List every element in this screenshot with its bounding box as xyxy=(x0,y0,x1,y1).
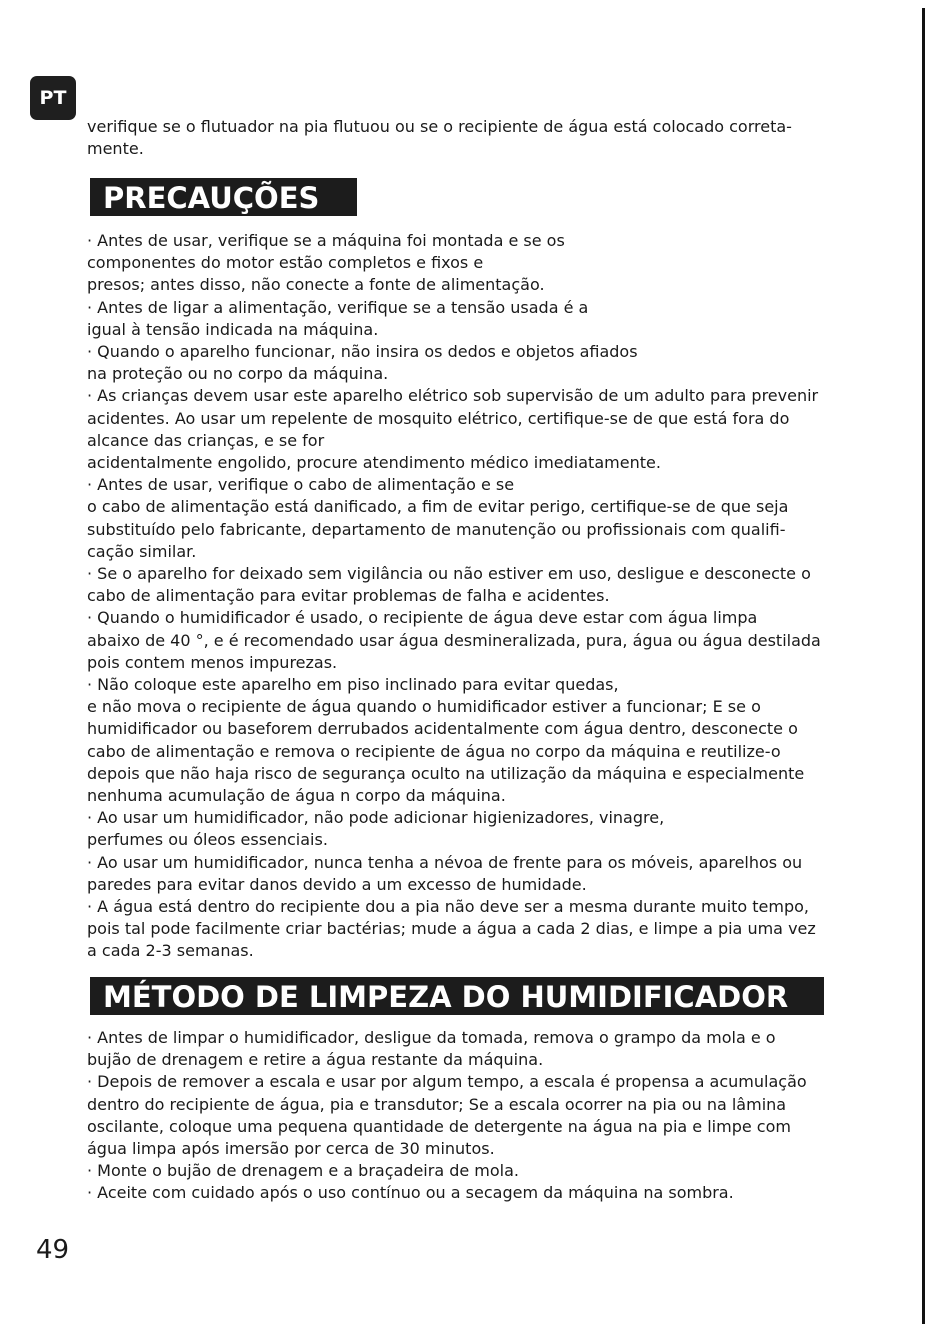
cleaning-heading: MÉTODO DE LIMPEZA DO HUMIDIFICADOR xyxy=(90,977,824,1015)
text-line: pois tal pode facilmente criar bactérias; mude a água a cada 2 dias, e limpe a pia uma vez xyxy=(87,919,816,939)
text-line: substituído pelo fabricante, departamento de manutenção ou profissionais com qualifi- xyxy=(87,519,786,539)
text-line: acidentes. Ao usar um repelente de mosquito elétrico, certifique-se de que está fora do xyxy=(87,408,790,428)
text-line: · Monte o bujão de drenagem e a braçadeira de mola. xyxy=(87,1161,520,1181)
text-line: · Antes de ligar a alimentação, verifique se a tensão usada é a xyxy=(87,297,589,317)
text-line: alcance das crianças, e se for xyxy=(87,430,325,450)
text-line: componentes do motor estão completos e fixos e xyxy=(87,253,484,273)
intro-line: verifique se o flutuador na pia flutuou ou se o recipiente de água está colocado correta- xyxy=(87,117,792,136)
text-line: · Ao usar um humidificador, não pode adicionar higienizadores, vinagre, xyxy=(87,808,665,828)
text-line: paredes para evitar danos devido a um excesso de humidade. xyxy=(87,874,587,894)
text-line: · Ao usar um humidificador, nunca tenha a névoa de frente para os móveis, aparelhos ou xyxy=(87,852,803,872)
text-line: · Se o aparelho for deixado sem vigilância ou não estiver em uso, desligue e desconecte o xyxy=(87,564,811,583)
text-line: cação similar. xyxy=(87,541,197,561)
text-line: · Não coloque este aparelho em piso inclinado para evitar quedas, xyxy=(87,675,619,694)
text-line: nenhuma acumulação de água n corpo da máquina. xyxy=(87,786,506,805)
text-line: oscilante, coloque uma pequena quantidade de detergente na água na pia e limpe com xyxy=(87,1116,791,1136)
text-line: · Quando o aparelho funcionar, não insira os dedos e objetos afiados xyxy=(87,342,638,361)
text-line: pois contem menos impurezas. xyxy=(87,652,338,672)
text-line: presos; antes disso, não conecte a fonte de alimentação. xyxy=(87,275,545,295)
language-badge: PT xyxy=(30,76,76,120)
text-line: bujão de drenagem e retire a água restante da máquina. xyxy=(87,1050,544,1070)
intro-line: mente. xyxy=(87,139,144,158)
text-line: água limpa após imersão por cerca de 30 minutos. xyxy=(87,1139,495,1158)
precautions-heading: PRECAUÇÕES xyxy=(90,178,357,216)
text-line: o cabo de alimentação está danificado, a fim de evitar perigo, certifique-se de que seja xyxy=(87,497,789,517)
text-line: cabo de alimentação para evitar problemas de falha e acidentes. xyxy=(87,586,610,606)
text-line: abaixo de 40 °, e é recomendado usar água desmineralizada, pura, água ou água destilada xyxy=(87,630,821,650)
text-line: · As crianças devem usar este aparelho elétrico sob supervisão de um adulto para prevenir xyxy=(87,386,819,406)
text-line: na proteção ou no corpo da máquina. xyxy=(87,364,389,384)
text-line: · Antes de usar, verifique o cabo de alimentação e se xyxy=(87,475,515,495)
text-line: · Antes de usar, verifique se a máquina foi montada e se os xyxy=(87,231,565,250)
page-number: 49 xyxy=(36,1235,70,1265)
text-line: · Antes de limpar o humidificador, desligue da tomada, remova o grampo da mola e o xyxy=(87,1028,776,1047)
page-edge-rule xyxy=(922,8,925,1324)
text-line: a cada 2-3 semanas. xyxy=(87,941,254,961)
text-line: · Aceite com cuidado após o uso contínuo ou a secagem da máquina na sombra. xyxy=(87,1183,734,1203)
text-line: cabo de alimentação e remova o recipiente de água no corpo da máquina e reutilize-o xyxy=(87,741,781,761)
text-line: acidentalmente engolido, procure atendimento médico imediatamente. xyxy=(87,453,661,472)
text-line: depois que não haja risco de segurança oculto na utilização da máquina e especialmente xyxy=(87,763,805,783)
text-line: · Depois de remover a escala e usar por algum tempo, a escala é propensa a acumulação xyxy=(87,1072,807,1092)
text-line: igual à tensão indicada na máquina. xyxy=(87,319,379,339)
text-line: · A água está dentro do recipiente dou a pia não deve ser a mesma durante muito tempo, xyxy=(87,897,810,916)
text-line: perfumes ou óleos essenciais. xyxy=(87,830,328,850)
text-line: humidificador ou baseforem derrubados acidentalmente com água dentro, desconecte o xyxy=(87,719,798,739)
text-line: · Quando o humidificador é usado, o recipiente de água deve estar com água limpa xyxy=(87,608,758,628)
text-line: dentro do recipiente de água, pia e transdutor; Se a escala ocorrer na pia ou na lâmina xyxy=(87,1094,787,1114)
text-line: e não mova o recipiente de água quando o humidificador estiver a funcionar; E se o xyxy=(87,697,761,717)
